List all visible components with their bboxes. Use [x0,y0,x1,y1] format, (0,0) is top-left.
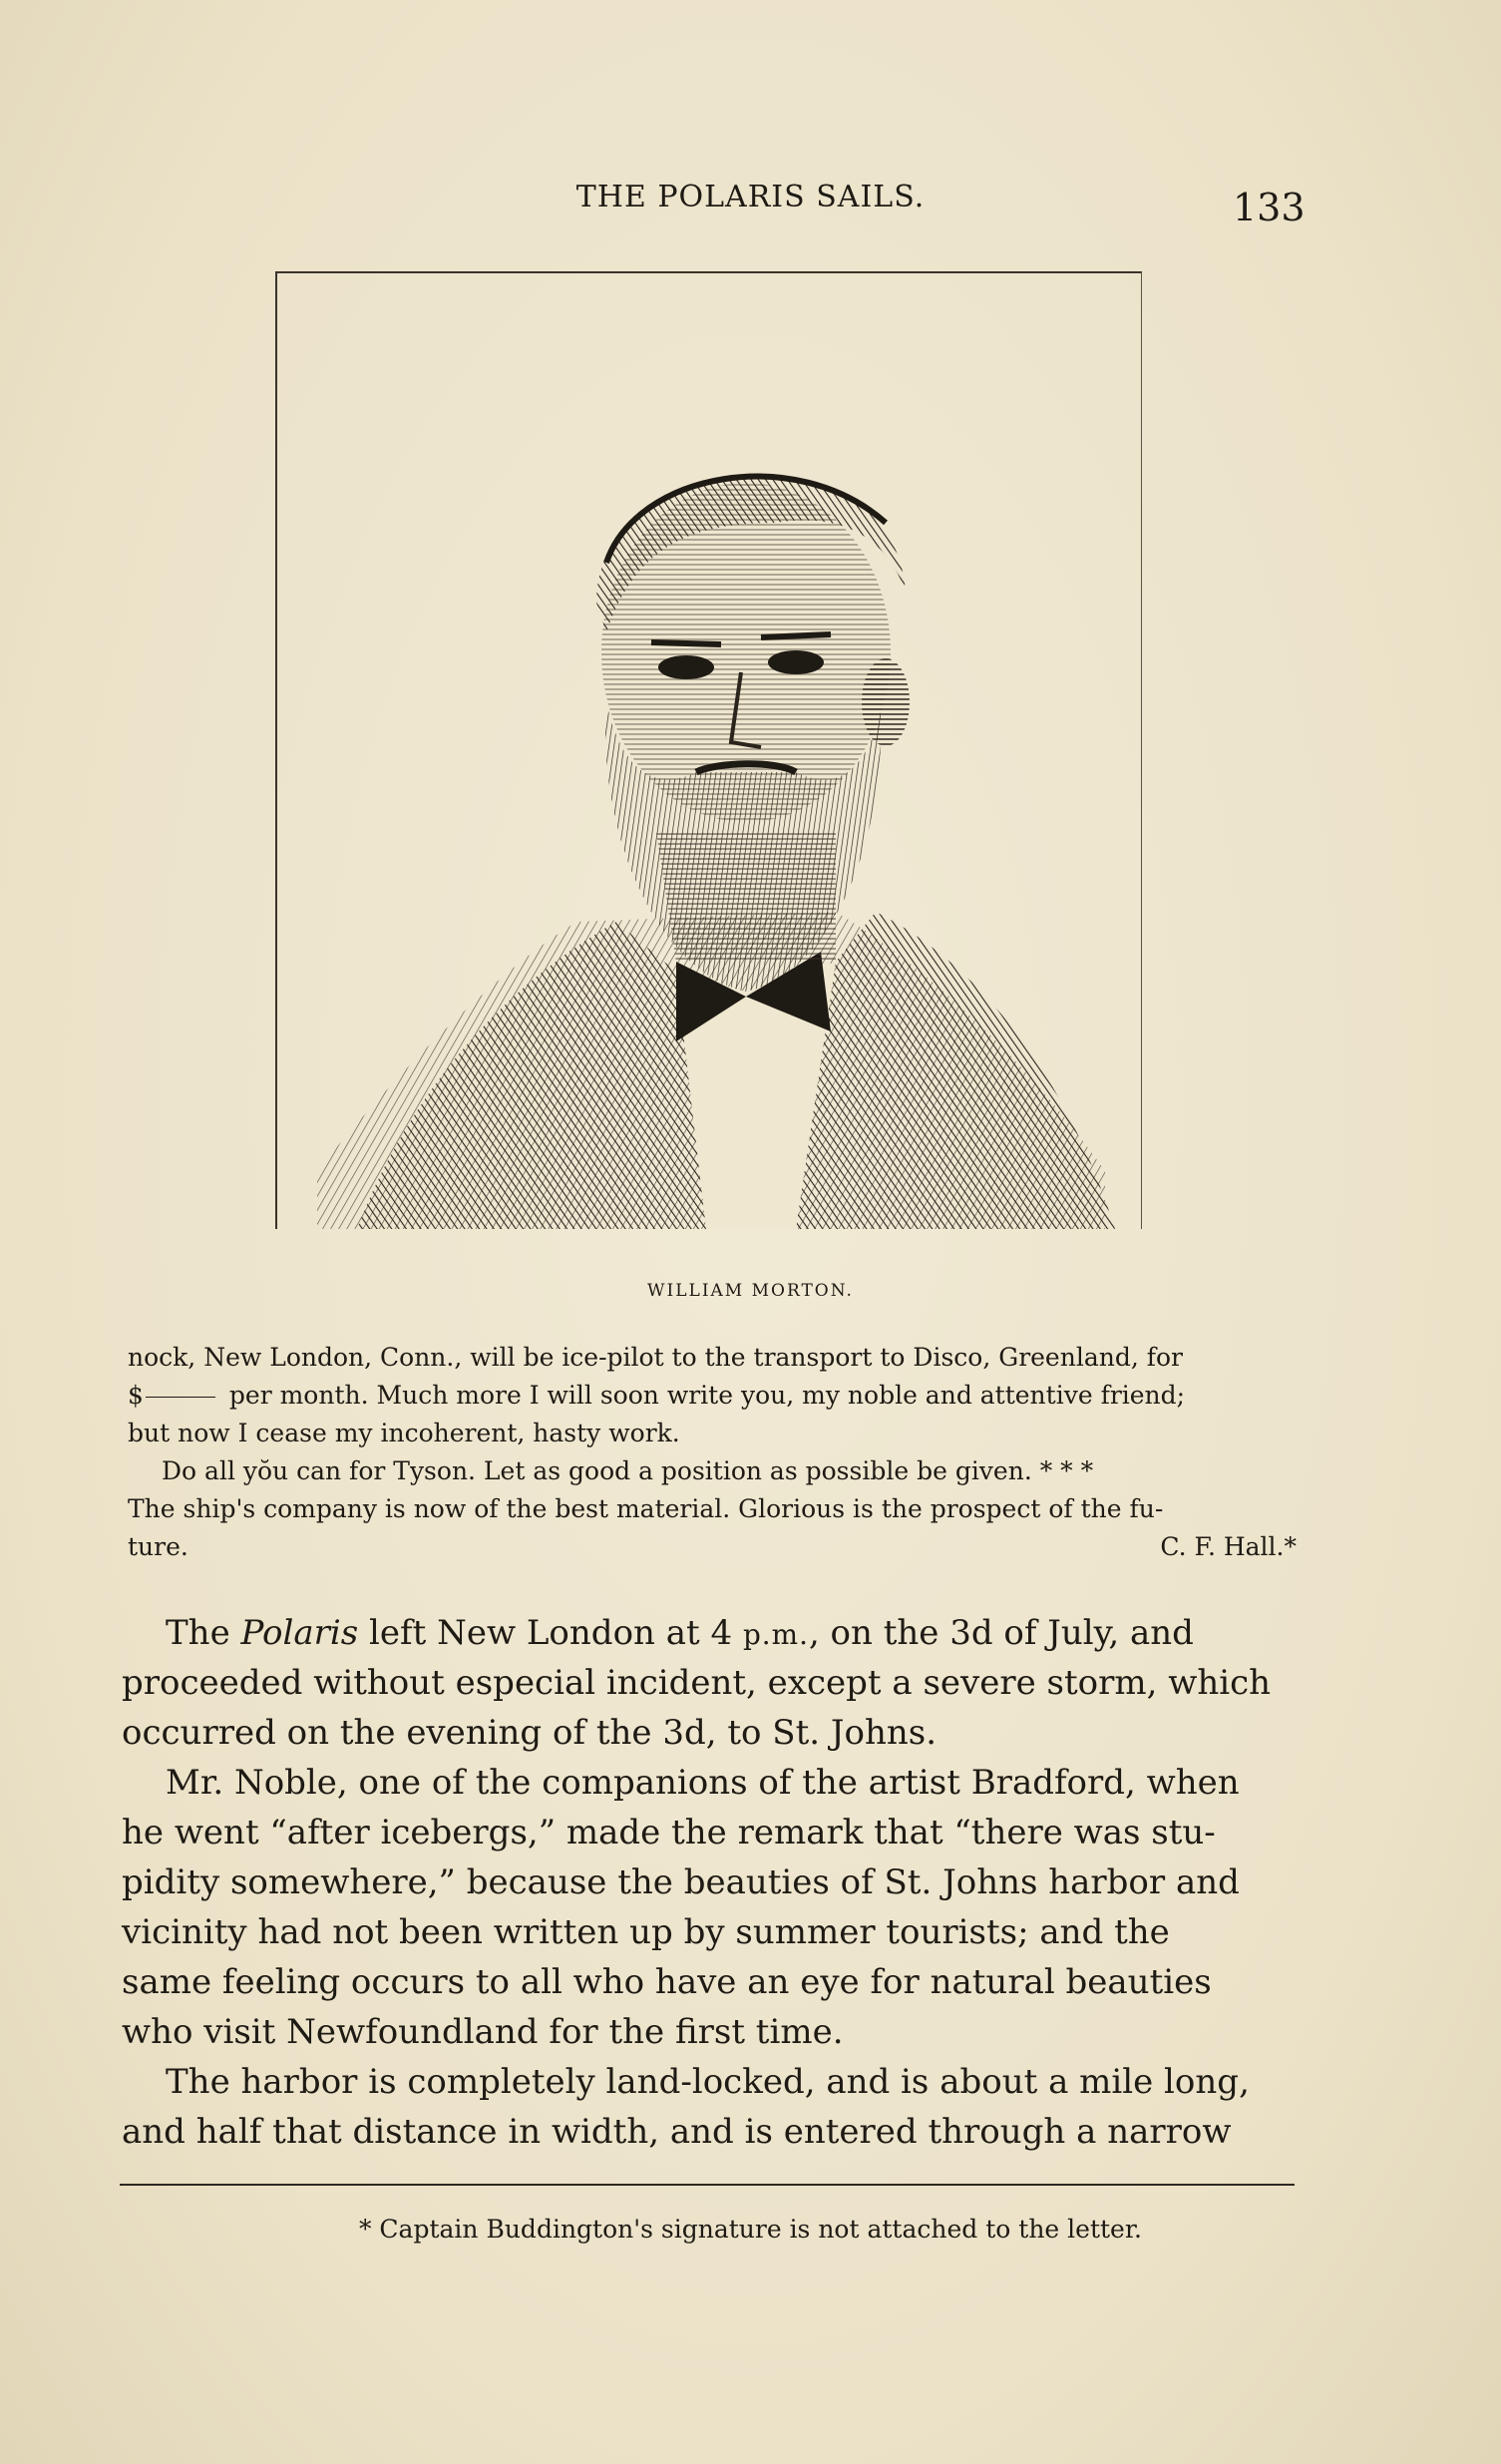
letter-line: nock, New London, Conn., will be ice-pilot to the transport to Disco, Greenland, for [128,1343,1183,1372]
running-head: THE POLARIS SAILS. [575,180,926,214]
paragraph-line: occurred on the evening of the 3d, to St. Johns. [122,1713,938,1753]
paragraph-line: and half that distance in width, and is entered through a narrow [122,2112,1232,2152]
page-number: 133 [1233,186,1306,229]
letter-signature: C. F. Hall.* [1160,1532,1297,1561]
body-text [122,1608,1299,2157]
paragraph-line: same feeling occurs to all who have an eye for natural beauties [122,1962,1212,2002]
ship-name: Polaris [240,1613,359,1653]
paragraph-line: pidity somewhere,” because the beauties of St. Johns harbor and [122,1862,1240,1902]
plate-caption: WILLIAM MORTON. [647,1281,854,1301]
paragraph-line [122,1608,1299,1658]
letter-excerpt [128,1339,1297,1566]
paragraph-line: who visit Newfoundland for the first time. [122,2012,844,2052]
paragraph-line: vicinity had not been written up by summer tourists; and the [122,1912,1170,1952]
paragraph-line: Mr. Noble, one of the companions of the artist Bradford, when [166,1763,1240,1803]
time-abbrev: p.m. [742,1618,809,1651]
letter-line [128,1377,1297,1415]
paragraph-line: proceeded without especial incident, except a severe storm, which [122,1663,1272,1703]
footnote: * Captain Buddington's signature is not attached to the letter. [358,2215,1142,2244]
dollar-sign: $ [128,1381,144,1410]
footnote-rule [120,2184,1295,2186]
text-run: , on the 3d of July, and [808,1613,1194,1653]
letter-line: Do all yŏu can for Tyson. Let as good a position as possible be given. * * * [162,1456,1094,1485]
letter-line [128,1528,1297,1566]
letter-line: but now I cease my incoherent, hasty work. [128,1419,680,1447]
letter-line: The ship's company is now of the best material. Glorious is the prospect of the fu- [128,1494,1164,1523]
amount-blank [146,1397,215,1398]
paragraph-line: The harbor is completely land-locked, and is about a mile long, [166,2062,1250,2102]
letter-line-text: ture. [128,1532,188,1561]
portrait-engraving [277,273,1141,1229]
text-run: left New London at 4 [358,1613,743,1653]
text-run: The [166,1613,241,1653]
paragraph-line: he went “after icebergs,” made the remark that “there was stu- [122,1813,1216,1852]
portrait-plate [275,271,1142,1229]
letter-line-text: per month. Much more I will soon write you, my noble and attentive friend; [228,1381,1186,1410]
